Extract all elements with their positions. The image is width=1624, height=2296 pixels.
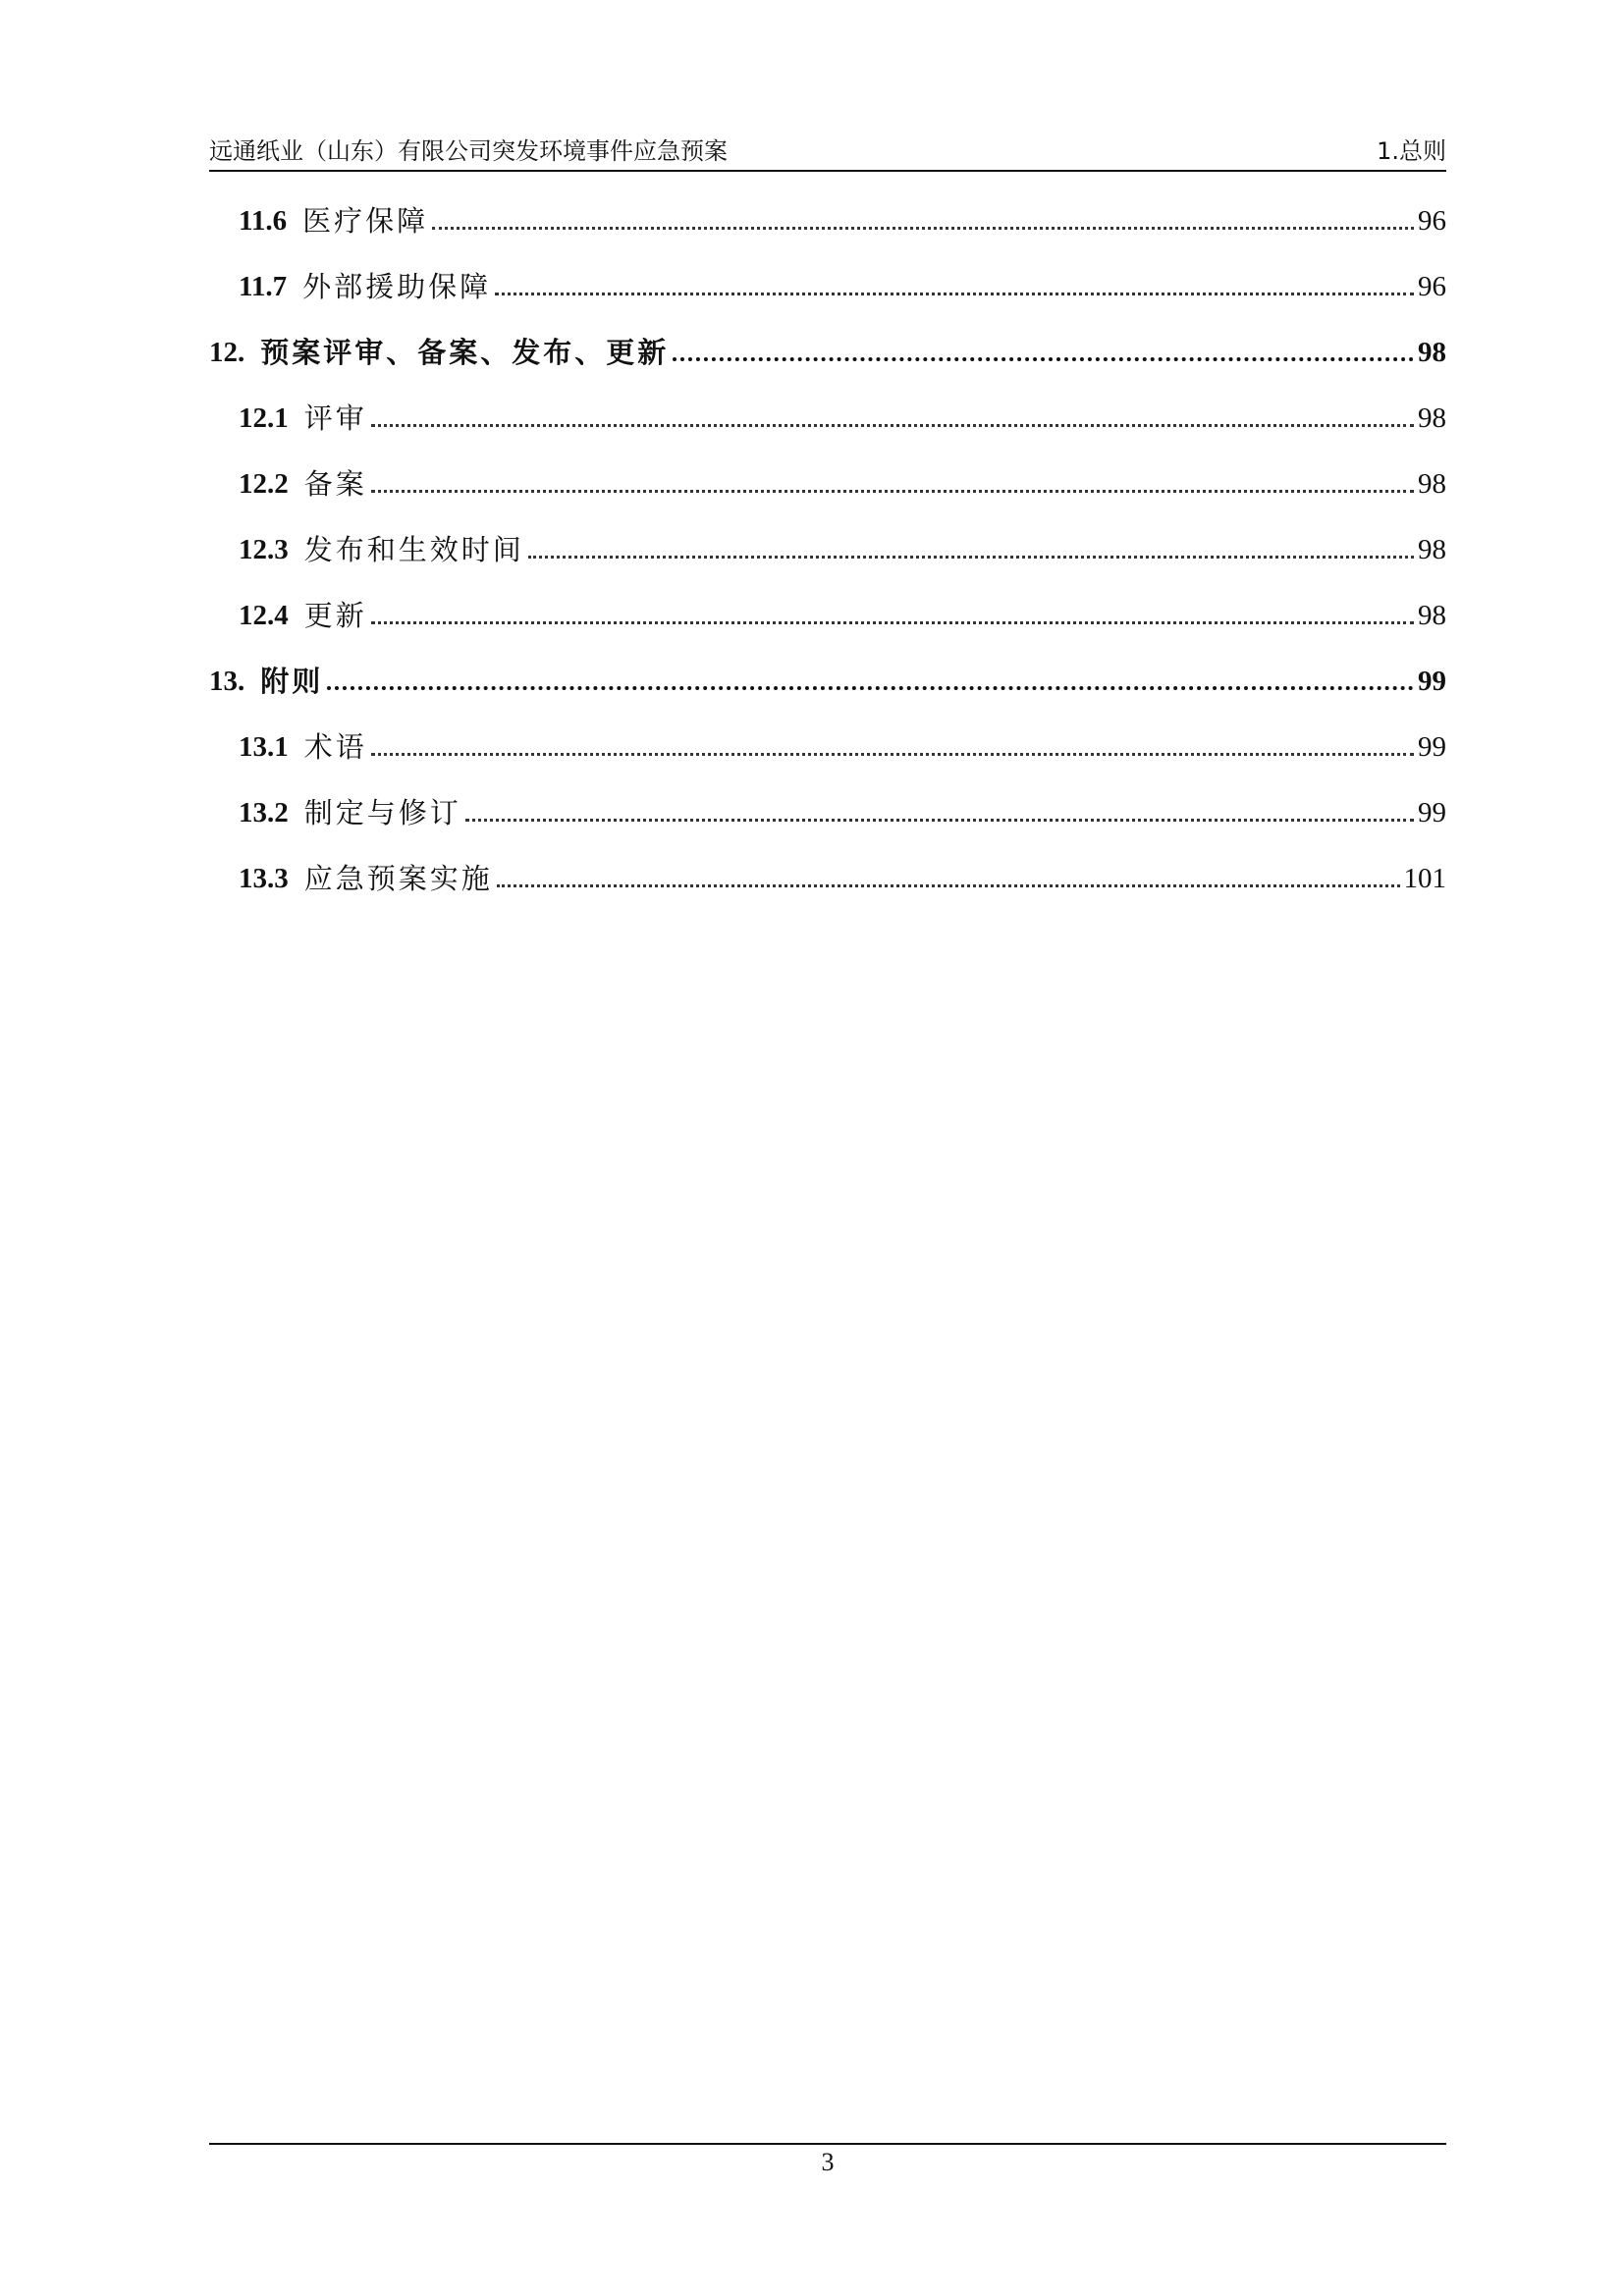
toc-page-number: 98 [1418,402,1446,434]
toc-number: 11.7 [239,271,288,302]
header-chapter: 1.总则 [1377,137,1446,165]
toc-leader-dots [371,753,1414,756]
header-rule [209,170,1446,172]
toc-leader-dots [327,686,1414,690]
toc-entry-13-3[interactable] [239,854,1446,893]
toc-leader-dots [465,819,1414,822]
toc-entry-11-6[interactable] [239,196,1446,236]
toc-entry-13-2[interactable] [239,788,1446,828]
header-title: 远通纸业（山东）有限公司突发环境事件应急预案 [209,137,728,165]
toc-page-number: 99 [1418,797,1446,828]
toc-leader-dots [528,556,1414,559]
toc-entry-13-1[interactable] [239,722,1446,762]
toc-number: 13.1 [239,731,289,763]
toc-leader-dots [432,227,1414,230]
toc-page-number: 98 [1418,468,1446,500]
toc-number: 13.3 [239,863,289,894]
toc-page-number: 99 [1418,731,1446,763]
toc-title: 预案评审、备案、发布、更新 [260,336,670,369]
toc-page-number: 99 [1418,666,1446,697]
toc-leader-dots [497,884,1400,887]
toc-page-number: 101 [1403,863,1446,894]
toc-entry-12-1[interactable] [239,394,1446,433]
toc-leader-dots [371,490,1414,493]
toc-title: 外部援助保障 [302,270,492,303]
toc-page-number: 96 [1418,205,1446,237]
toc-entry-12-3[interactable] [239,525,1446,564]
toc-title: 附则 [260,665,324,698]
toc-number: 12.4 [239,600,289,631]
toc-entry-13[interactable] [209,657,1446,696]
toc-title: 评审 [303,401,367,435]
toc-title: 备案 [303,467,367,501]
toc-leader-dots [495,293,1414,295]
toc-title: 应急预案实施 [303,862,493,895]
toc-page-number: 98 [1418,337,1446,368]
footer-rule [209,2143,1446,2145]
toc-number: 13. [209,666,245,697]
toc-leader-dots [371,621,1414,624]
toc-page-number: 98 [1418,534,1446,565]
toc-title: 发布和生效时间 [303,533,524,566]
toc-leader-dots [673,357,1414,361]
toc-title: 医疗保障 [302,204,429,238]
toc-entry-11-7[interactable] [239,262,1446,301]
toc-leader-dots [371,424,1414,427]
toc-entry-12-4[interactable] [239,591,1446,630]
toc-number: 12.3 [239,534,289,565]
toc-number: 13.2 [239,797,289,828]
toc-number: 12.2 [239,468,289,500]
toc-entry-12[interactable] [209,328,1446,367]
footer-page-number: 3 [821,2148,835,2176]
page-header [209,134,1446,172]
toc-entry-12-2[interactable] [239,459,1446,499]
toc-number: 12.1 [239,402,289,434]
toc-title: 制定与修订 [303,796,461,829]
toc-title: 更新 [303,599,367,632]
toc-title: 术语 [303,730,367,764]
toc-page-number: 98 [1418,600,1446,631]
toc-page-number: 96 [1418,271,1446,302]
toc-number: 12. [209,337,245,368]
toc-number: 11.6 [239,205,288,237]
